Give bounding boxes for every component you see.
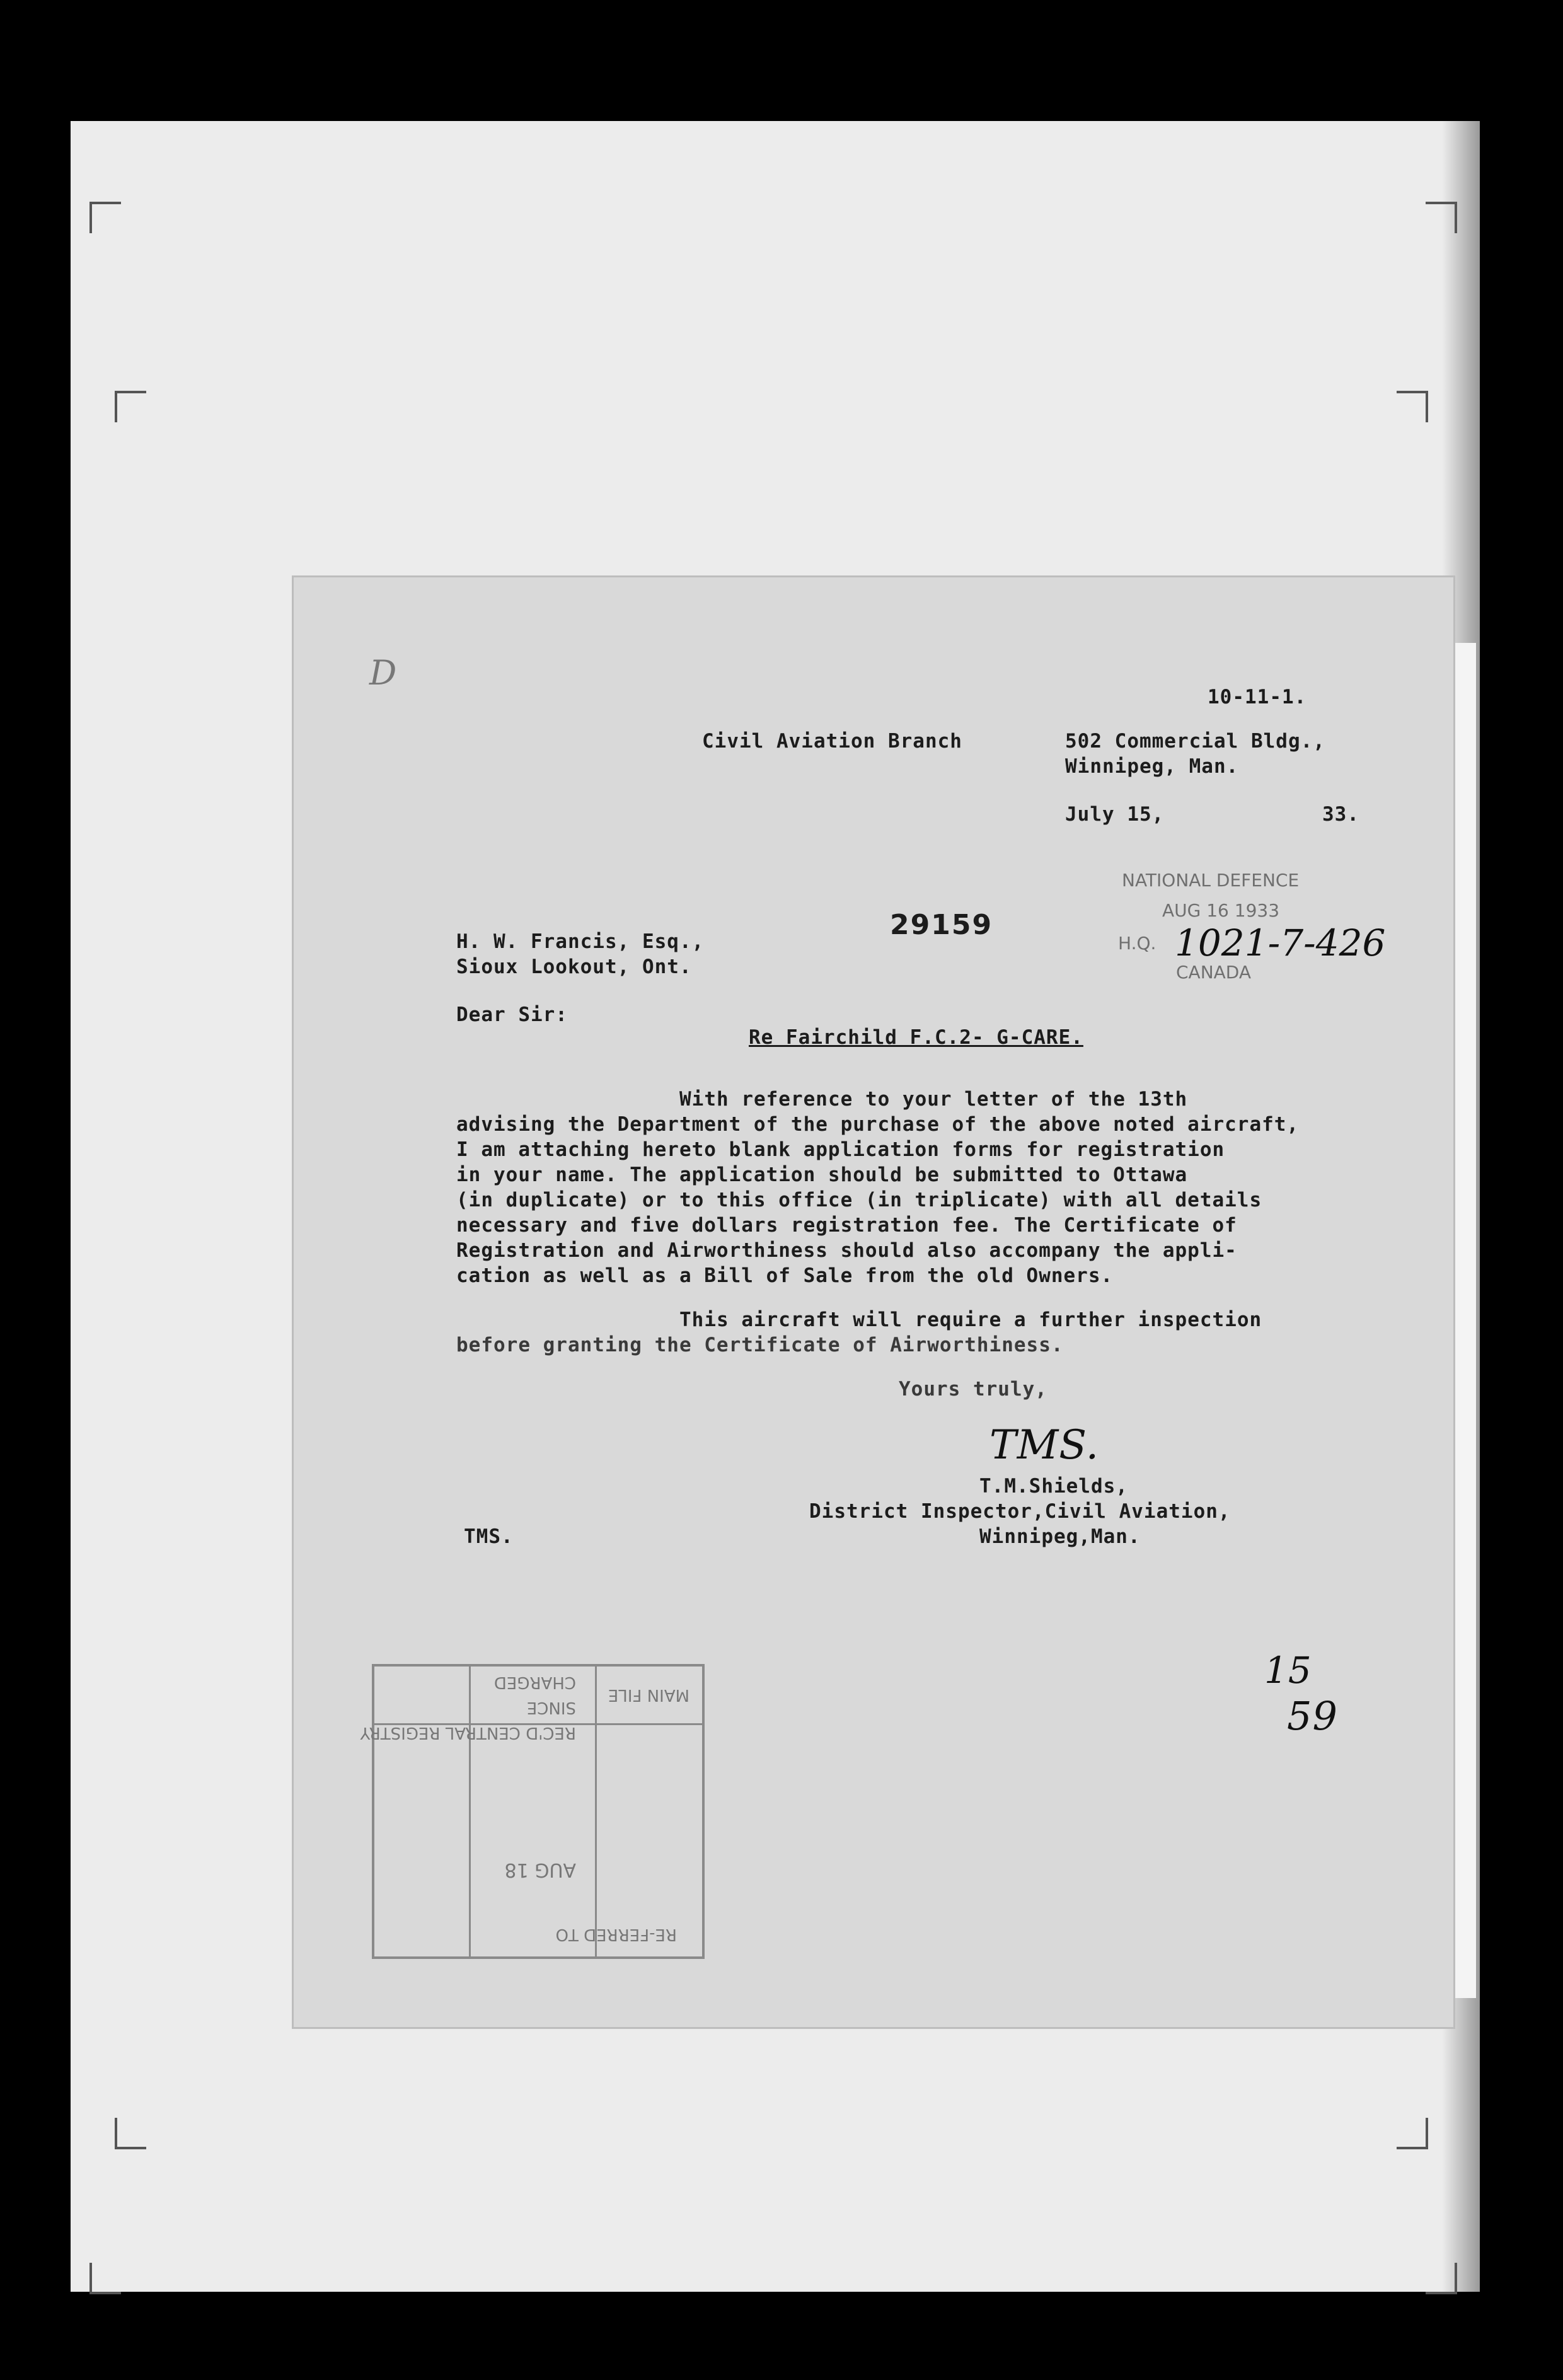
crop-mark xyxy=(115,391,146,422)
letter-date: July 15, xyxy=(1065,803,1165,826)
body-line: necessary and five dollars registration fee. The Certificate of xyxy=(456,1214,1237,1237)
signer-name: T.M.Shields, xyxy=(979,1475,1128,1498)
body-line: With reference to your letter of the 13th xyxy=(679,1088,1188,1111)
body-line: This aircraft will require a further inspection xyxy=(679,1308,1262,1331)
typist-initials: TMS. xyxy=(464,1525,514,1548)
body-line: (in duplicate) or to this office (in triplicate) with all details xyxy=(456,1189,1262,1211)
salutation: Dear Sir: xyxy=(456,1003,568,1026)
body-line: before granting the Certificate of Airworthiness. xyxy=(456,1334,1064,1356)
handwritten-number-top: 15 xyxy=(1264,1649,1312,1692)
letter-year: 33. xyxy=(1322,803,1359,826)
address-line-2: Winnipeg, Man. xyxy=(1065,755,1239,778)
body-line: Registration and Airworthiness should also accompany the appli- xyxy=(456,1239,1237,1262)
body-line: cation as well as a Bill of Sale from the old Owners. xyxy=(456,1264,1114,1287)
file-reference: 10-11-1. xyxy=(1208,686,1307,708)
stamp-line: MAIN FILE xyxy=(608,1685,689,1704)
recipient-line-2: Sioux Lookout, Ont. xyxy=(456,956,692,978)
stamp-date: AUG 16 1933 xyxy=(1162,900,1280,921)
crop-mark xyxy=(1397,2118,1428,2149)
department-name: Civil Aviation Branch xyxy=(702,730,962,753)
crop-mark xyxy=(1426,202,1457,233)
registry-stamp-text xyxy=(360,1667,702,1956)
signer-title: District Inspector,Civil Aviation, xyxy=(809,1500,1231,1523)
stamp-line: RE-FERRED TO xyxy=(555,1925,677,1944)
handwritten-number-bottom: 59 xyxy=(1287,1693,1338,1739)
crop-mark xyxy=(89,202,121,233)
stamp-line: SINCE xyxy=(526,1698,576,1717)
crop-mark xyxy=(1397,391,1428,422)
crop-mark xyxy=(1426,2263,1457,2294)
body-line: advising the Department of the purchase of the above noted aircraft, xyxy=(456,1113,1300,1136)
corner-mark: D xyxy=(369,653,398,693)
stamp-line: AUG 18 xyxy=(504,1859,576,1881)
crop-mark xyxy=(89,2263,121,2294)
body-line: in your name. The application should be submitted to Ottawa xyxy=(456,1164,1188,1186)
registry-stamp xyxy=(360,1664,705,1959)
recipient-line-1: H. W. Francis, Esq., xyxy=(456,930,705,953)
file-number: 29159 xyxy=(890,909,993,941)
closing: Yours truly, xyxy=(899,1378,1047,1401)
handwritten-file-number: 1021-7-426 xyxy=(1175,921,1386,964)
attached-sheet-edge xyxy=(1453,643,1476,1998)
signer-city: Winnipeg,Man. xyxy=(979,1525,1141,1548)
body-line: I am attaching hereto blank application forms for registration xyxy=(456,1138,1225,1161)
received-stamp xyxy=(1118,870,1386,1002)
crop-mark xyxy=(115,2118,146,2149)
signature-initials: TMS. xyxy=(989,1422,1100,1469)
stamp-line: H.Q. xyxy=(1118,933,1156,954)
stamp-line: NATIONAL DEFENCE xyxy=(1122,870,1300,891)
subject-line: Re Fairchild F.C.2- G-CARE. xyxy=(749,1026,1083,1049)
address-line-1: 502 Commercial Bldg., xyxy=(1065,730,1325,753)
stamp-line: REC'D CENTRAL REGISTRY xyxy=(360,1723,576,1742)
stamp-line: CANADA xyxy=(1176,962,1252,983)
stamp-line: CHARGED xyxy=(493,1673,576,1692)
